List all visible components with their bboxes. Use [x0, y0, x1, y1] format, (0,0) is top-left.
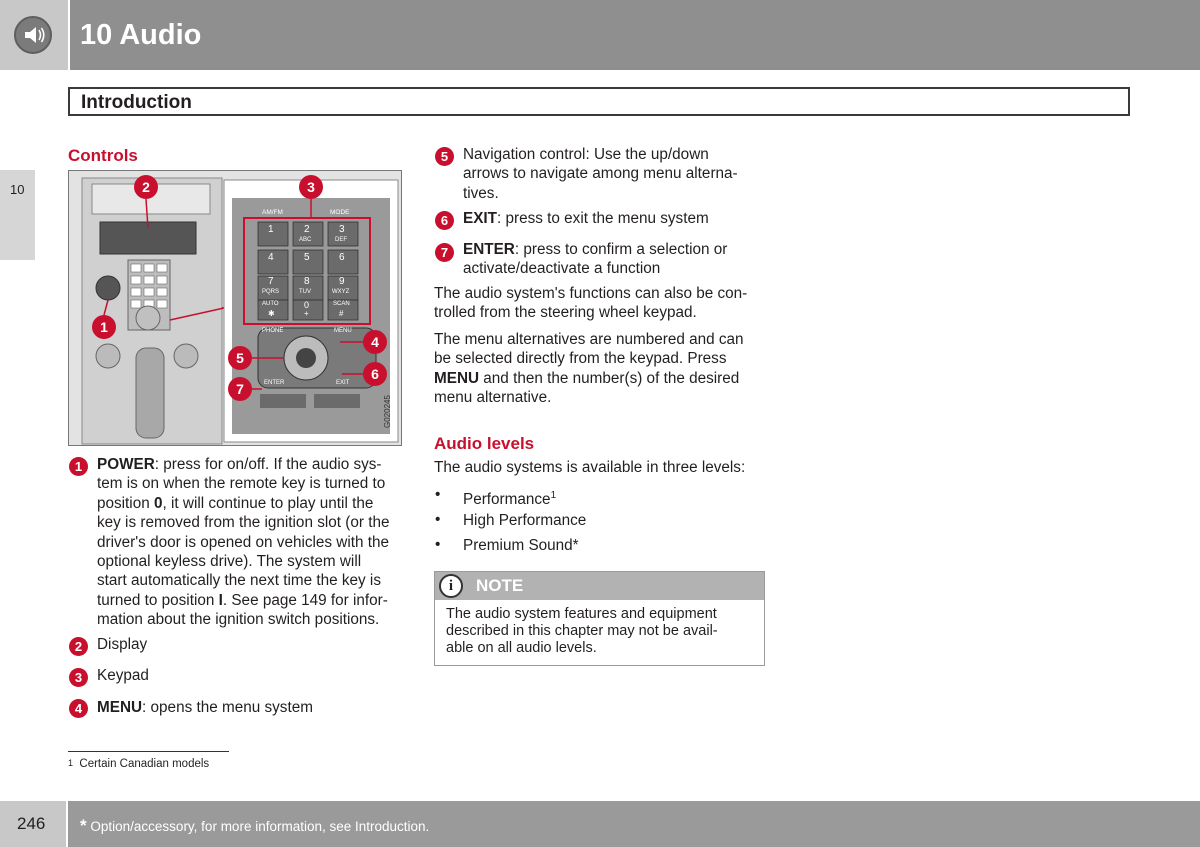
key-plus: +: [304, 309, 309, 318]
callout-1: 1: [100, 319, 108, 335]
key-3: 3: [339, 224, 345, 235]
callout-6: 6: [371, 366, 379, 382]
item-number-2: 2: [69, 637, 88, 656]
item-number-5: 5: [435, 147, 454, 166]
key-1: 1: [268, 224, 274, 235]
key-enter: ENTER: [264, 380, 285, 386]
level-premium-sound: Premium Sound*: [463, 537, 579, 554]
key-phone: PHONE: [262, 328, 284, 334]
menu-paragraph: The menu alternatives are numbered and can be selected directly from the keypad. Press MENU and then the number(s) of the desired menu alternative.: [434, 331, 744, 407]
item-menu: MENU: opens the menu system: [97, 699, 313, 716]
steering-wheel-paragraph: The audio system's functions can also be con- trolled from the steering wheel keypad.: [434, 285, 748, 322]
item-power: POWER: press for on/off. If the audio sys- tem is on when the remote key is turned to position 0, it will continue to play until the key is removed from the ignition slot (or the driver's door is opened on vehicles with the optional keyless drive). The system will start automatically the next time the key is turned to position I. See page 149 for infor- mation about the ignition switch positions.: [97, 456, 390, 629]
key-def: DEF: [335, 237, 347, 243]
callout-7: 7: [236, 381, 244, 397]
note-text: The audio system features and equipment described in this chapter may not be avail- able on all audio levels.: [446, 606, 718, 656]
key-mode: MODE: [330, 209, 350, 216]
key-7: 7: [268, 276, 274, 287]
controls-heading: Controls: [68, 146, 138, 165]
footnote: $^1$ Certain Canadian models: [68, 758, 210, 770]
bullet-dot: •: [435, 486, 441, 503]
level-performance: Performance$^1$: [463, 490, 557, 509]
controls-figure: [68, 170, 402, 446]
key-exit: EXIT: [336, 380, 350, 386]
key-menu: MENU: [334, 328, 352, 334]
key-0: 0: [304, 300, 310, 310]
figure-code: G020245: [383, 395, 392, 428]
section-title: Introduction: [81, 92, 192, 113]
level-high-performance: High Performance: [463, 512, 587, 529]
item-navigation: Navigation control: Use the up/down arrows to navigate among menu alterna- tives.: [463, 146, 738, 202]
bullet-dot: •: [435, 536, 441, 553]
key-auto: AUTO: [262, 301, 279, 307]
speaker-icon: [14, 16, 52, 54]
key-9: 9: [339, 276, 345, 287]
key-8: 8: [304, 276, 310, 287]
item-exit: EXIT: press to exit the menu system: [463, 210, 709, 227]
key-star: ✱: [268, 309, 275, 318]
key-hash: #: [339, 309, 344, 318]
audio-levels-heading: Audio levels: [434, 434, 535, 453]
note-label: NOTE: [476, 576, 524, 595]
key-2: 2: [304, 224, 310, 235]
key-scan: SCAN: [333, 301, 350, 307]
item-display: Display: [97, 636, 148, 653]
key-4: 4: [268, 252, 274, 263]
key-abc: ABC: [299, 237, 312, 243]
item-number-7: 7: [435, 243, 454, 262]
key-amfm: AM/FM: [262, 209, 283, 216]
key-5: 5: [304, 252, 310, 263]
footer-note: * Option/accessory, for more information, see Introduction.: [80, 816, 430, 835]
key-pqrs: PQRS: [262, 289, 280, 295]
info-icon: i: [439, 574, 463, 598]
item-number-4: 4: [69, 699, 88, 718]
bullet-dot: •: [435, 511, 441, 528]
section-title-box: [68, 87, 1130, 116]
callout-2: 2: [142, 179, 150, 195]
callout-4: 4: [371, 334, 379, 350]
key-wxyz: WXYZ: [332, 289, 350, 295]
footnote-rule: [68, 751, 229, 752]
key-tuv: TUV: [299, 289, 311, 295]
item-number-3: 3: [69, 668, 88, 687]
chapter-title: 10 Audio: [80, 19, 202, 51]
callout-5: 5: [236, 350, 244, 366]
item-keypad: Keypad: [97, 667, 149, 684]
audio-levels-intro: The audio systems is available in three levels:: [434, 459, 746, 476]
callout-3: 3: [307, 179, 315, 195]
key-6: 6: [339, 252, 345, 263]
item-number-6: 6: [435, 211, 454, 230]
item-number-1: 1: [69, 457, 88, 476]
item-enter: ENTER: press to confirm a selection or activate/deactivate a function: [463, 241, 728, 278]
page-number: 246: [17, 814, 46, 833]
side-tab-label: 10: [10, 182, 25, 197]
header-bar: [70, 0, 1200, 70]
